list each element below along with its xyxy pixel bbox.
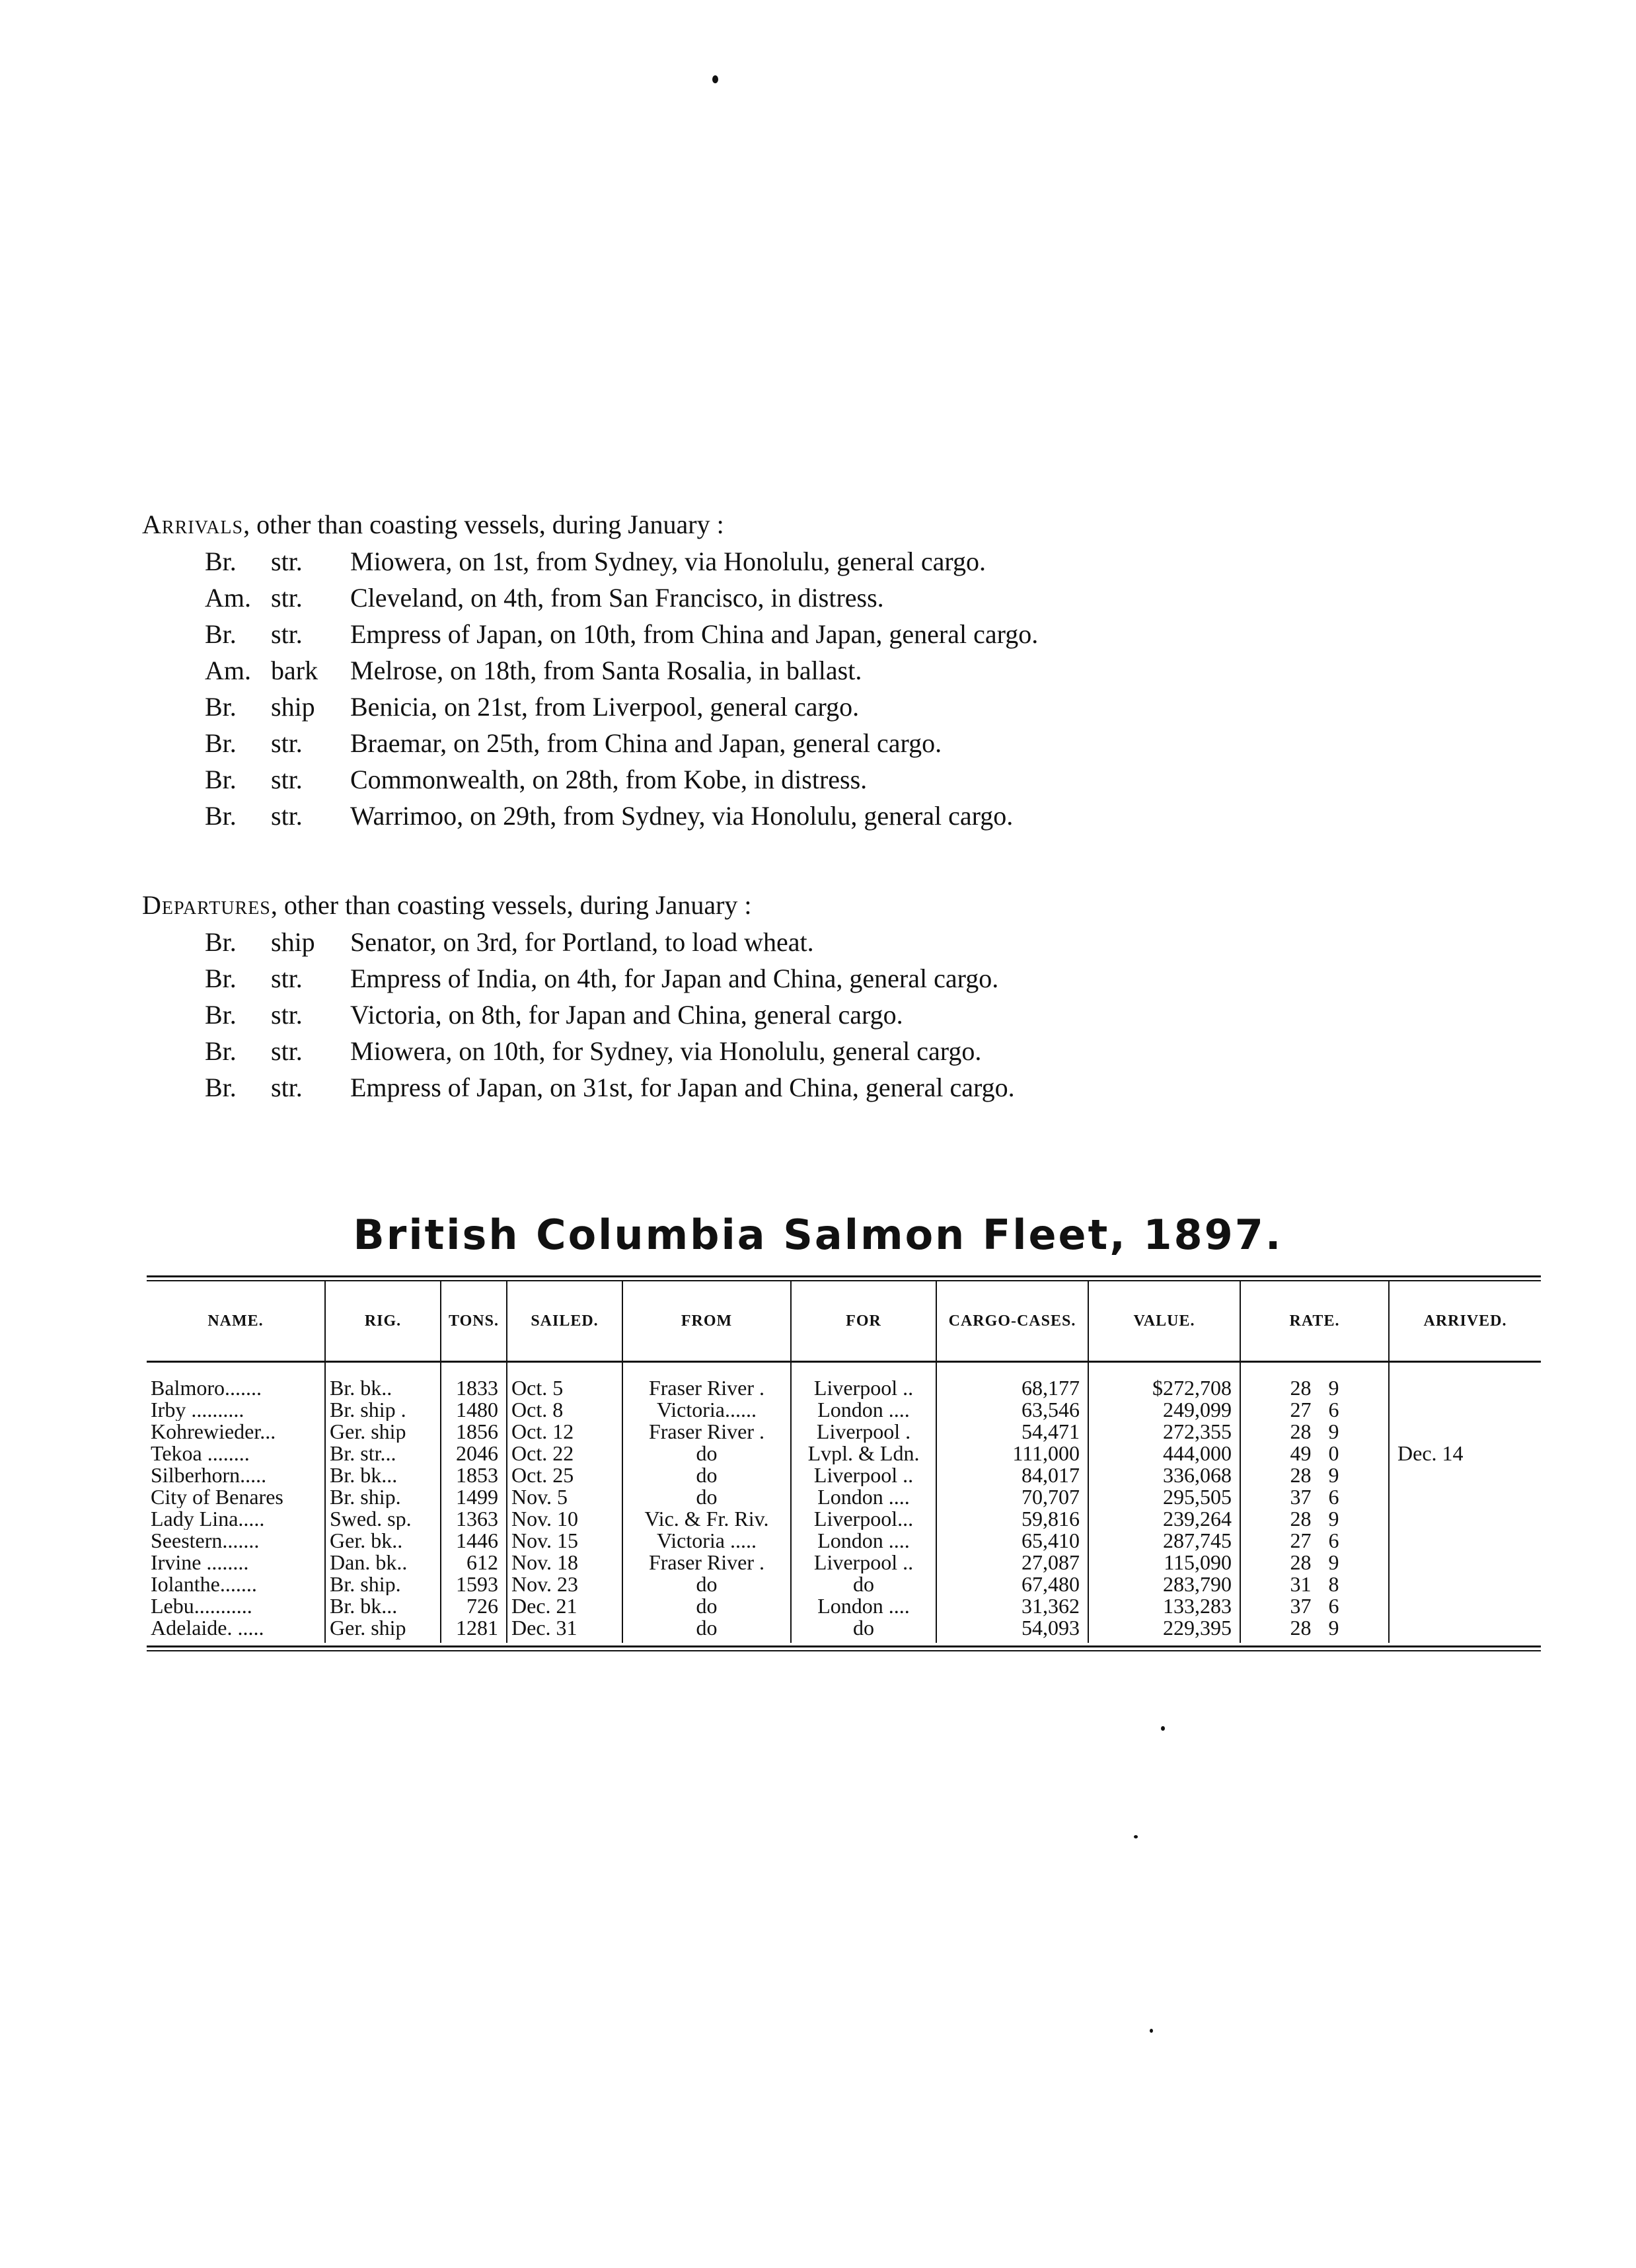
cell-from: do (622, 1443, 791, 1464)
cell-cargo-cases: 65,410 (936, 1530, 1088, 1552)
cell-cargo-cases: 68,177 (936, 1362, 1088, 1400)
departures-entry (142, 1033, 1431, 1069)
cell-arrived (1389, 1399, 1541, 1421)
cell-from: do (622, 1464, 791, 1486)
cell-rate: 28 9 (1240, 1464, 1389, 1486)
arrivals-list (142, 543, 1431, 834)
entry-rig: str. (271, 547, 303, 576)
entry-rig: ship (271, 927, 315, 957)
cell-sailed: Nov. 5 (507, 1486, 622, 1508)
departures-list (142, 924, 1431, 1106)
cell-tons: 1593 (441, 1573, 507, 1595)
entry-nation: Br. (205, 927, 237, 957)
cell-value: 239,264 (1088, 1508, 1240, 1530)
cell-cargo-cases: 84,017 (936, 1464, 1088, 1486)
departures-section (142, 887, 1431, 1106)
cell-tons: 726 (441, 1595, 507, 1617)
cell-value: 272,355 (1088, 1421, 1240, 1443)
cell-value: 295,505 (1088, 1486, 1240, 1508)
cell-sailed: Dec. 31 (507, 1617, 622, 1643)
departures-entry (142, 960, 1431, 997)
cell-for: do (791, 1617, 936, 1643)
cell-from: do (622, 1573, 791, 1595)
arrivals-entry (142, 543, 1431, 580)
cell-tons: 1281 (441, 1617, 507, 1643)
cell-cargo-cases: 70,707 (936, 1486, 1088, 1508)
cell-name: Seestern....... (147, 1530, 325, 1552)
cell-sailed: Nov. 10 (507, 1508, 622, 1530)
cell-rig: Ger. ship (325, 1421, 441, 1443)
arrivals-entry (142, 761, 1431, 798)
table-row (147, 1399, 1541, 1421)
header-rig: RIG. (325, 1281, 441, 1362)
cell-tons: 1363 (441, 1508, 507, 1530)
departures-entry (142, 997, 1431, 1033)
departures-entry (142, 924, 1431, 960)
cell-for: London .... (791, 1486, 936, 1508)
cell-arrived (1389, 1464, 1541, 1486)
cell-rate: 49 0 (1240, 1443, 1389, 1464)
cell-arrived (1389, 1595, 1541, 1617)
fleet-title: British Columbia Salmon Fleet, 1897. (353, 1211, 1283, 1259)
table-row (147, 1573, 1541, 1595)
arrivals-entry (142, 725, 1431, 761)
entry-rig: str. (271, 1073, 303, 1102)
cell-arrived (1389, 1530, 1541, 1552)
cell-arrived (1389, 1617, 1541, 1643)
cell-cargo-cases: 54,093 (936, 1617, 1088, 1643)
cell-from: Victoria ..... (622, 1530, 791, 1552)
header-value: VALUE. (1088, 1281, 1240, 1362)
table-row (147, 1508, 1541, 1530)
cell-rate: 28 9 (1240, 1421, 1389, 1443)
entry-text: Empress of Japan, on 10th, from China and Japan, general cargo. (350, 619, 1039, 649)
table-row (147, 1362, 1541, 1400)
cell-name: Iolanthe....... (147, 1573, 325, 1595)
cell-from: Fraser River . (622, 1552, 791, 1573)
cell-name: Adelaide. ..... (147, 1617, 325, 1643)
cell-arrived (1389, 1362, 1541, 1400)
entry-rig: str. (271, 765, 303, 794)
cell-arrived: Dec. 14 (1397, 1443, 1464, 1464)
table-row (147, 1617, 1541, 1643)
cell-rig: Dan. bk.. (325, 1552, 441, 1573)
cell-rate: 31 8 (1240, 1573, 1389, 1595)
cell-for: London .... (791, 1530, 936, 1552)
table-row (147, 1443, 1541, 1464)
cell-from: Victoria...... (622, 1399, 791, 1421)
entry-nation: Br. (205, 692, 237, 722)
cell-rate: 27 6 (1240, 1399, 1389, 1421)
cell-rate: 28 9 (1240, 1552, 1389, 1573)
cell-value: 133,283 (1088, 1595, 1240, 1617)
entry-nation: Br. (205, 1000, 237, 1030)
arrivals-heading-rest: , other than coasting vessels, during January : (243, 510, 724, 539)
entry-rig: str. (271, 1000, 303, 1030)
table-header-row (147, 1281, 1541, 1362)
cell-rate: 37 6 (1240, 1595, 1389, 1617)
cell-rig: Ger. ship (325, 1617, 441, 1643)
entry-text: Commonwealth, on 28th, from Kobe, in distress. (350, 765, 868, 794)
entry-rig: str. (271, 583, 303, 613)
entry-nation: Am. (205, 583, 251, 613)
speck-mark (1161, 1726, 1165, 1731)
entry-rig: bark (271, 656, 318, 685)
departures-heading-lead: Departures (142, 890, 271, 920)
entry-text: Benicia, on 21st, from Liverpool, general cargo. (350, 692, 860, 722)
departures-entry (142, 1069, 1431, 1106)
table-bottom-rule-thin (147, 1650, 1541, 1651)
cell-for: do (791, 1573, 936, 1595)
table-row (147, 1552, 1541, 1573)
cell-for: Liverpool .. (791, 1552, 936, 1573)
cell-tons: 1856 (441, 1421, 507, 1443)
cell-arrived (1389, 1573, 1541, 1595)
cell-from: Vic. & Fr. Riv. (622, 1508, 791, 1530)
arrivals-entry (142, 616, 1431, 652)
cell-value: 444,000 (1088, 1443, 1240, 1464)
cell-arrived (1389, 1508, 1541, 1530)
cell-rig: Ger. bk.. (325, 1530, 441, 1552)
entry-text: Miowera, on 10th, for Sydney, via Honolulu, general cargo. (350, 1036, 982, 1066)
cell-value: 336,068 (1088, 1464, 1240, 1486)
cell-value: 229,395 (1088, 1617, 1240, 1643)
departures-heading-rest: , other than coasting vessels, during January : (270, 890, 752, 920)
entry-text: Cleveland, on 4th, from San Francisco, in distress. (350, 583, 884, 613)
cell-from: do (622, 1486, 791, 1508)
entry-rig: str. (271, 964, 303, 993)
cell-sailed: Dec. 21 (507, 1595, 622, 1617)
cell-rate: 28 9 (1240, 1508, 1389, 1530)
cell-for: London .... (791, 1399, 936, 1421)
entry-text: Victoria, on 8th, for Japan and China, general cargo. (350, 1000, 903, 1030)
cell-for: Liverpool .. (791, 1464, 936, 1486)
entry-nation: Br. (205, 1073, 237, 1102)
cell-from: do (622, 1595, 791, 1617)
cell-rig: Br. bk... (325, 1464, 441, 1486)
entry-text: Melrose, on 18th, from Santa Rosalia, in ballast. (350, 656, 862, 685)
cell-value: 283,790 (1088, 1573, 1240, 1595)
cell-name: Irby .......... (147, 1399, 325, 1421)
header-sailed: SAILED. (507, 1281, 622, 1362)
table-top-rule (147, 1275, 1541, 1277)
cell-for: Liverpool .. (791, 1362, 936, 1400)
cell-name: Lady Lina..... (147, 1508, 325, 1530)
entry-text: Empress of Japan, on 31st, for Japan and China, general cargo. (350, 1073, 1015, 1102)
header-from: FROM (622, 1281, 791, 1362)
cell-sailed: Oct. 5 (507, 1362, 622, 1400)
arrivals-entry (142, 580, 1431, 616)
entry-nation: Am. (205, 656, 251, 685)
header-name: NAME. (147, 1281, 325, 1362)
cell-rig: Br. bk... (325, 1595, 441, 1617)
arrivals-heading (142, 506, 1431, 543)
cell-name: Balmoro....... (147, 1362, 325, 1400)
header-tons: TONS. (441, 1281, 507, 1362)
speck-mark (1150, 2029, 1153, 2033)
table-row (147, 1486, 1541, 1508)
fleet-table-block (147, 1275, 1541, 1651)
cell-tons: 1833 (441, 1362, 507, 1400)
cell-value: 115,090 (1088, 1552, 1240, 1573)
cell-name: Silberhorn..... (147, 1464, 325, 1486)
entry-nation: Br. (205, 619, 237, 649)
table-bottom-rule (147, 1645, 1541, 1647)
entry-text: Miowera, on 1st, from Sydney, via Honolulu, general cargo. (350, 547, 986, 576)
cell-from: do (622, 1617, 791, 1643)
table-row (147, 1421, 1541, 1443)
departures-heading (142, 887, 1431, 924)
cell-value: 287,745 (1088, 1530, 1240, 1552)
cell-rig: Br. ship. (325, 1573, 441, 1595)
entry-nation: Br. (205, 801, 237, 831)
cell-cargo-cases: 63,546 (936, 1399, 1088, 1421)
table-row (147, 1530, 1541, 1552)
cell-tons: 1446 (441, 1530, 507, 1552)
cell-sailed: Oct. 12 (507, 1421, 622, 1443)
speck-mark (1134, 1835, 1138, 1838)
cell-value: $272,708 (1088, 1362, 1240, 1400)
cell-for: Liverpool... (791, 1508, 936, 1530)
cell-name: Lebu........... (147, 1595, 325, 1617)
header-for: FOR (791, 1281, 936, 1362)
cell-for: London .... (791, 1595, 936, 1617)
cell-tons: 1480 (441, 1399, 507, 1421)
table-body (147, 1362, 1541, 1644)
entry-nation: Br. (205, 547, 237, 576)
cell-for: Liverpool . (791, 1421, 936, 1443)
entry-rig: str. (271, 728, 303, 758)
cell-name: Tekoa ........ (147, 1443, 325, 1464)
cell-rig: Br. bk.. (325, 1362, 441, 1400)
cell-sailed: Oct. 8 (507, 1399, 622, 1421)
entry-text: Empress of India, on 4th, for Japan and China, general cargo. (350, 964, 999, 993)
cell-tons: 1853 (441, 1464, 507, 1486)
cell-name: City of Benares (147, 1486, 325, 1508)
cell-cargo-cases: 111,000 (936, 1443, 1088, 1464)
header-cargo-cases: CARGO-CASES. (936, 1281, 1088, 1362)
cell-sailed: Nov. 23 (507, 1573, 622, 1595)
cell-cargo-cases: 31,362 (936, 1595, 1088, 1617)
entry-nation: Br. (205, 765, 237, 794)
cell-sailed: Nov. 18 (507, 1552, 622, 1573)
cell-arrived (1389, 1421, 1541, 1443)
entry-text: Warrimoo, on 29th, from Sydney, via Honolulu, general cargo. (350, 801, 1014, 831)
arrivals-heading-lead: Arrivals (142, 510, 244, 539)
cell-rate: 37 6 (1240, 1486, 1389, 1508)
entry-nation: Br. (205, 1036, 237, 1066)
cell-rig: Br. ship. (325, 1486, 441, 1508)
cell-rate: 27 6 (1240, 1530, 1389, 1552)
cell-rig: Br. ship . (325, 1399, 441, 1421)
cell-tons: 2046 (441, 1443, 507, 1464)
entry-text: Senator, on 3rd, for Portland, to load wheat. (350, 927, 814, 957)
table-row (147, 1464, 1541, 1486)
cell-name: Kohrewieder... (147, 1421, 325, 1443)
cell-from: Fraser River . (622, 1362, 791, 1400)
arrivals-entry (142, 798, 1431, 834)
cell-cargo-cases: 59,816 (936, 1508, 1088, 1530)
header-rate: RATE. (1240, 1281, 1389, 1362)
cell-for: Lvpl. & Ldn. (791, 1443, 936, 1464)
salmon-fleet-table (147, 1281, 1541, 1643)
cell-cargo-cases: 67,480 (936, 1573, 1088, 1595)
header-arrived: ARRIVED. (1389, 1281, 1541, 1362)
arrivals-section (142, 506, 1431, 834)
cell-sailed: Nov. 15 (507, 1530, 622, 1552)
entry-rig: ship (271, 692, 315, 722)
speck-mark (712, 75, 718, 83)
arrivals-entry (142, 689, 1431, 725)
table-row (147, 1595, 1541, 1617)
entry-nation: Br. (205, 964, 237, 993)
cell-rig: Br. str... (325, 1443, 441, 1464)
entry-rig: str. (271, 619, 303, 649)
cell-tons: 1499 (441, 1486, 507, 1508)
cell-rate: 28 9 (1240, 1617, 1389, 1643)
cell-arrived (1389, 1552, 1541, 1573)
cell-cargo-cases: 54,471 (936, 1421, 1088, 1443)
cell-arrived (1389, 1486, 1541, 1508)
entry-rig: str. (271, 1036, 303, 1066)
entry-rig: str. (271, 801, 303, 831)
cell-rate: 28 9 (1240, 1362, 1389, 1400)
entry-nation: Br. (205, 728, 237, 758)
cell-rig: Swed. sp. (325, 1508, 441, 1530)
cell-tons: 612 (441, 1552, 507, 1573)
cell-sailed: Oct. 22 (507, 1443, 622, 1464)
entry-text: Braemar, on 25th, from China and Japan, general cargo. (350, 728, 942, 758)
cell-cargo-cases: 27,087 (936, 1552, 1088, 1573)
cell-name: Irvine ........ (147, 1552, 325, 1573)
arrivals-entry (142, 652, 1431, 689)
cell-value: 249,099 (1088, 1399, 1240, 1421)
cell-from: Fraser River . (622, 1421, 791, 1443)
cell-sailed: Oct. 25 (507, 1464, 622, 1486)
